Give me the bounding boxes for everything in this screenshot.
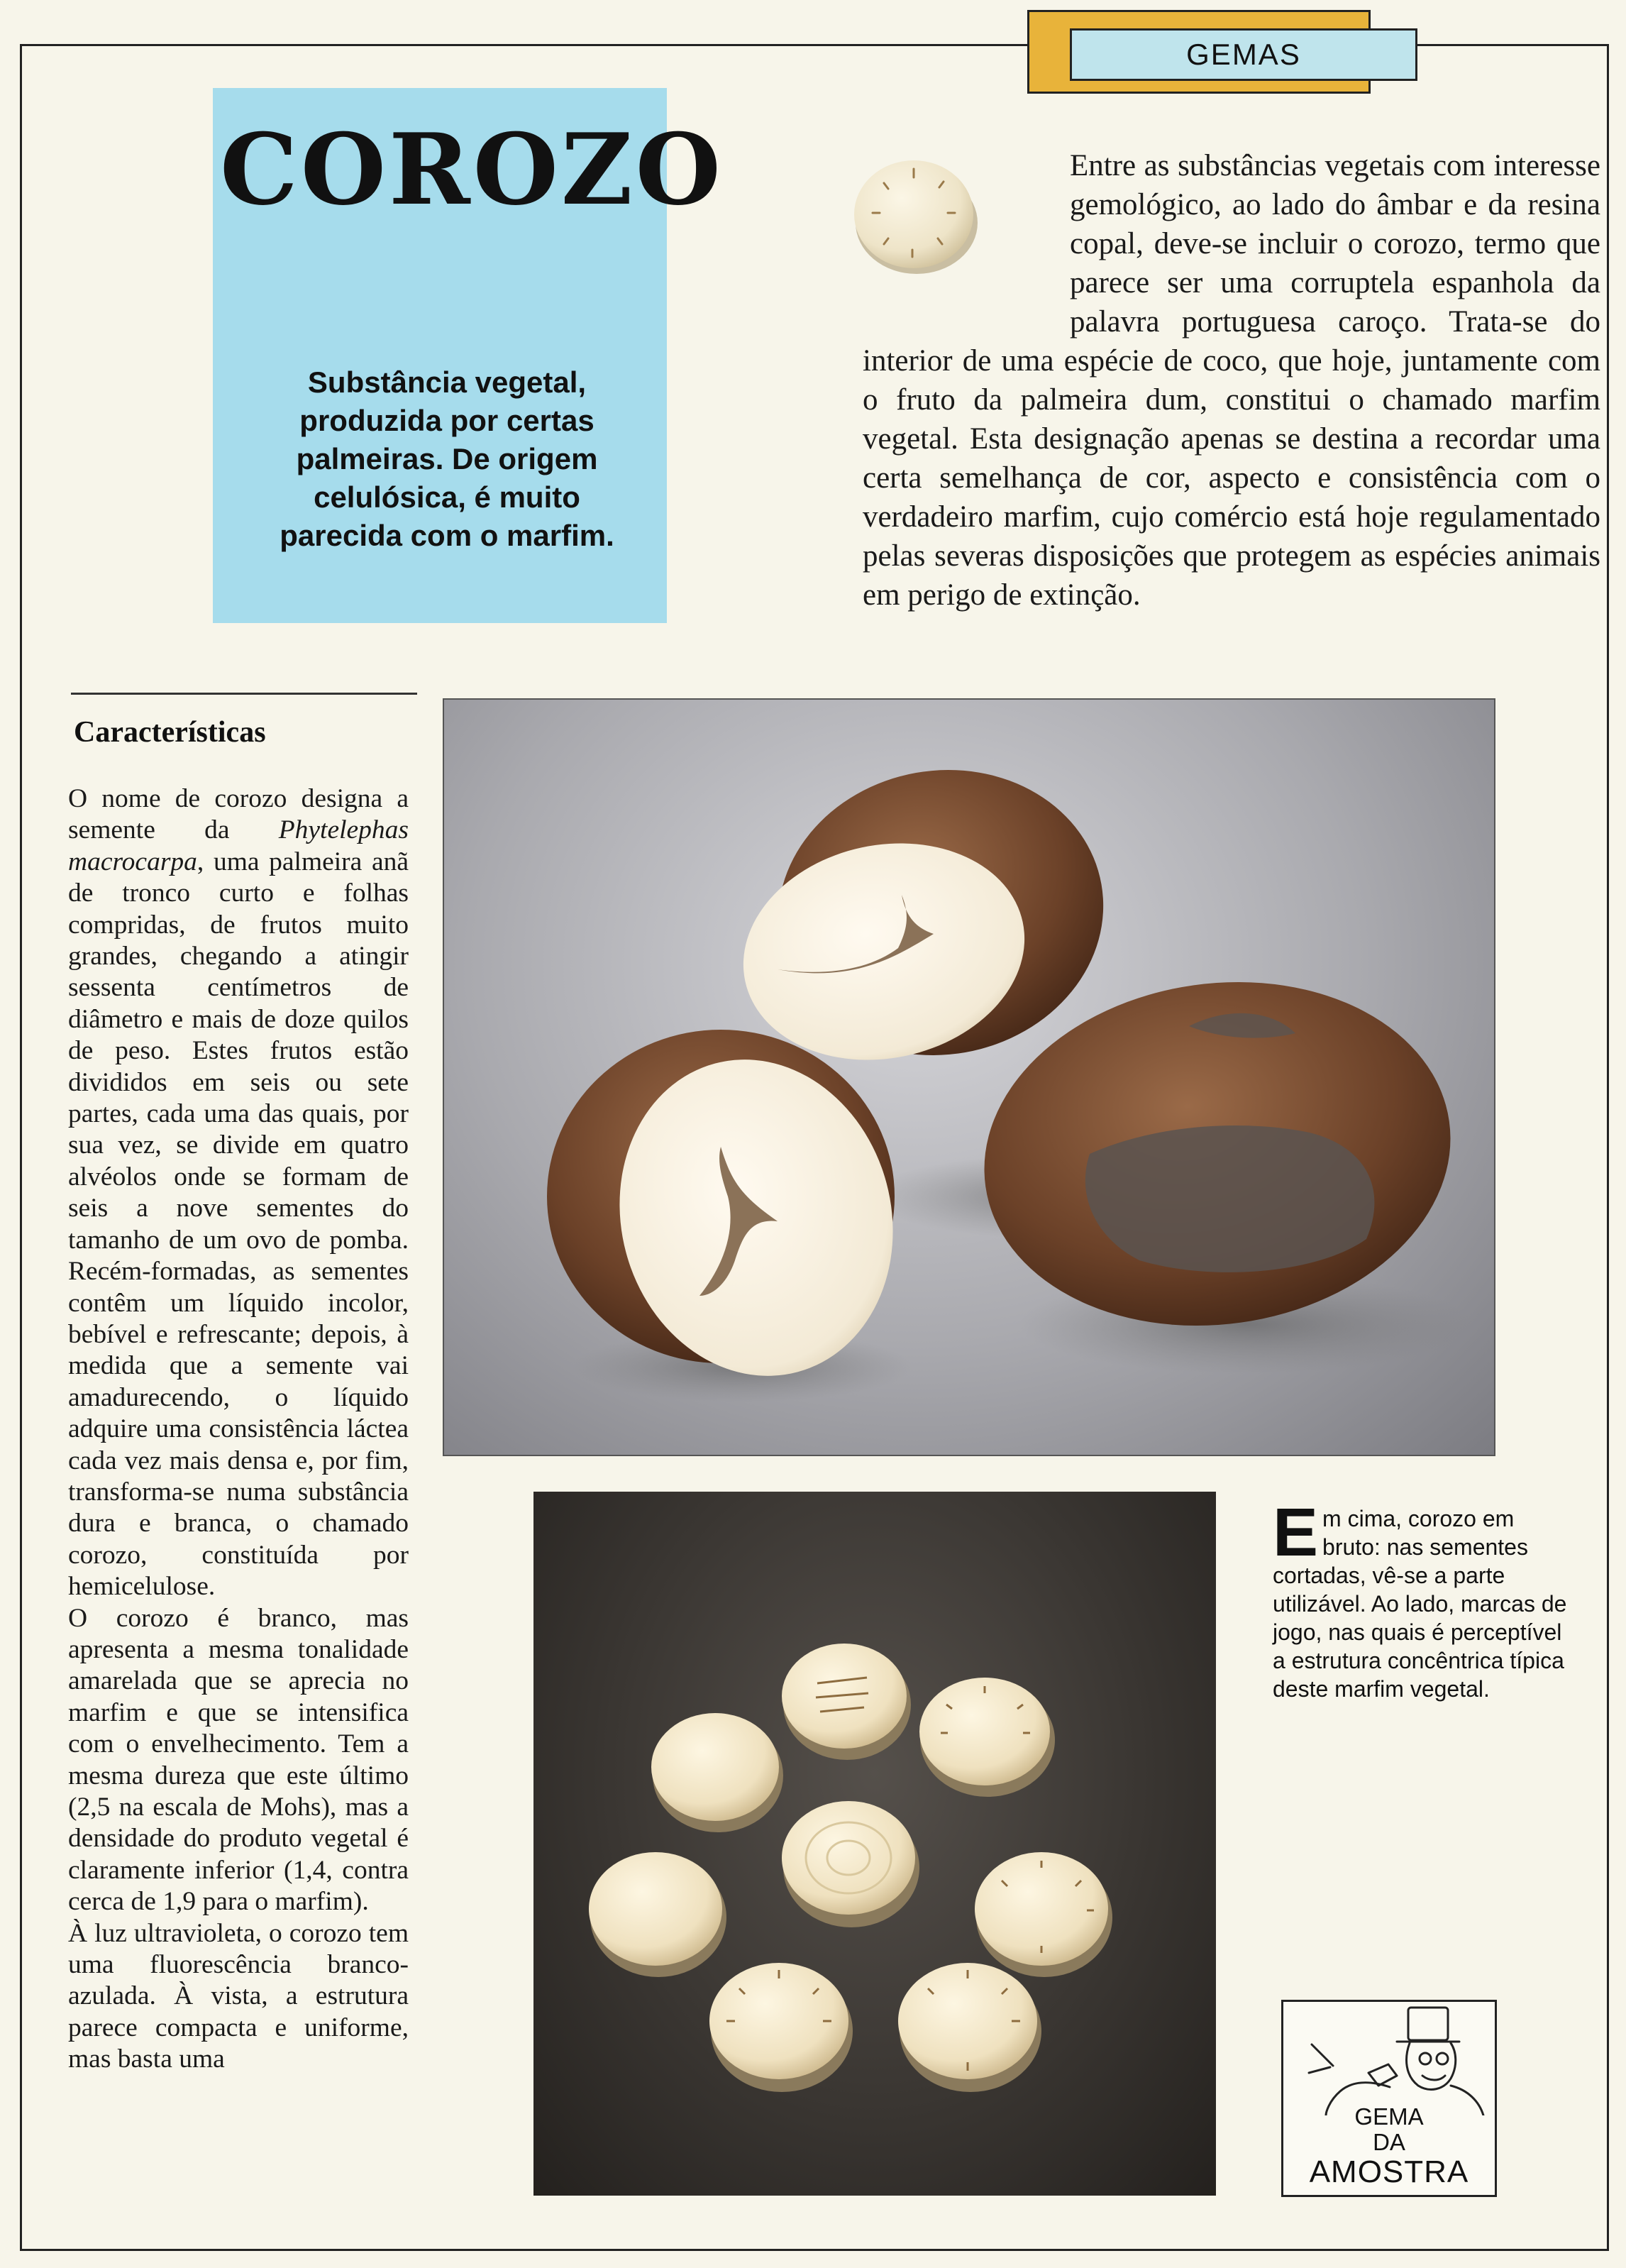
section-divider	[71, 693, 417, 695]
jeweler-mascot-icon	[1283, 2002, 1495, 2115]
photo-caption	[1273, 1494, 1578, 1703]
caption-drop-cap: E	[1273, 1494, 1319, 1570]
raw-corozo-photo	[443, 698, 1495, 1456]
body-paragraph-3: À luz ultravioleta, o corozo tem uma fluorescência branco-azulada. À vista, a estrutura parece compacta e uniforme, mas basta uma	[68, 1918, 409, 2074]
intro-paragraph	[863, 146, 1600, 615]
intro-text: Entre as substâncias vegetais com interesse gemológico, ao lado do âmbar e da resina copal, deve-se incluir o corozo, termo que parece ser uma corruptela espanhola da palavra portuguesa caroço. Trata-se do interior de uma espécie de coco, que hoje, juntamente com o fruto da palmeira dum, constitui o chamado marfim vegetal. Esta designação apenas se destina a recordar uma certa semelhança de cor, aspecto e consistência com o verdadeiro marfim, cujo comércio está hoje regulamentado pelas severas disposições que protegem as espécies animais em perigo de extinção.	[863, 149, 1600, 612]
token-3	[919, 1678, 1055, 1797]
token-2	[782, 1644, 911, 1760]
sample-gem-mascot-box	[1281, 2000, 1497, 2197]
title-subtitle: Substância vegetal, produzida por certas palmeiras. De origem celulósica, é muito parecida com o marfim.	[280, 365, 614, 552]
body-paragraph-1: O nome de corozo designa a semente da Phytelephas macrocarpa, uma palmeira anã de tronco curto e folhas compridas, de frutos muito grandes, chegando a atingir sessenta centímetros de diâmetro e mais de doze quilos de peso. Estes frutos estão divididos em seis ou sete partes, cada uma das quais, por sua vez, se divide em quatro alvéolos onde se formam de seis a nove sementes do tamanho de um ovo de pomba. Recém-formadas, as sementes contêm um líquido incolor, bebível e refrescante; depois, à medida que a semente vai amadurecendo, o líquido adquire uma consistência láctea cada vez mais densa e, por fim, transforma-se numa substância dura e branca, o chamado corozo, constituída por hemicelulose.	[68, 784, 409, 1602]
caption-text: m cima, corozo em bruto: nas sementes cortadas, vê-se a parte utilizável. Ao lado, marcas de jogo, nas quais é perceptível a estrutura concêntrica típica deste marfim vegetal.	[1273, 1506, 1567, 1702]
characteristics-heading: Características	[74, 716, 266, 749]
token-6	[975, 1852, 1112, 1977]
token-4	[782, 1801, 919, 1927]
token-1	[651, 1713, 783, 1832]
token-7	[709, 1963, 853, 2092]
token-5	[589, 1852, 726, 1977]
game-tokens-photo	[533, 1492, 1216, 2196]
token-8	[898, 1963, 1041, 2092]
mascot-label: GEMA DA AMOSTRA	[1309, 2103, 1469, 2189]
section-tab	[1070, 28, 1417, 81]
page-title: COROZO	[220, 111, 724, 227]
section-label: GEMAS	[1186, 38, 1301, 71]
body-paragraph-2: O corozo é branco, mas apresenta a mesma tonalidade amarelada que se aprecia no marfim e que se intensifica com o envelhecimento. Tem a mesma dureza que este último (2,5 na escala de Mohs), mas a densidade do produto vegetal é claramente inferior (1,4, contra cerca de 1,9 para o marfim).	[68, 1603, 409, 1917]
species-name: Phytelephas macrocarpa	[68, 815, 409, 876]
characteristics-body	[68, 783, 409, 2076]
